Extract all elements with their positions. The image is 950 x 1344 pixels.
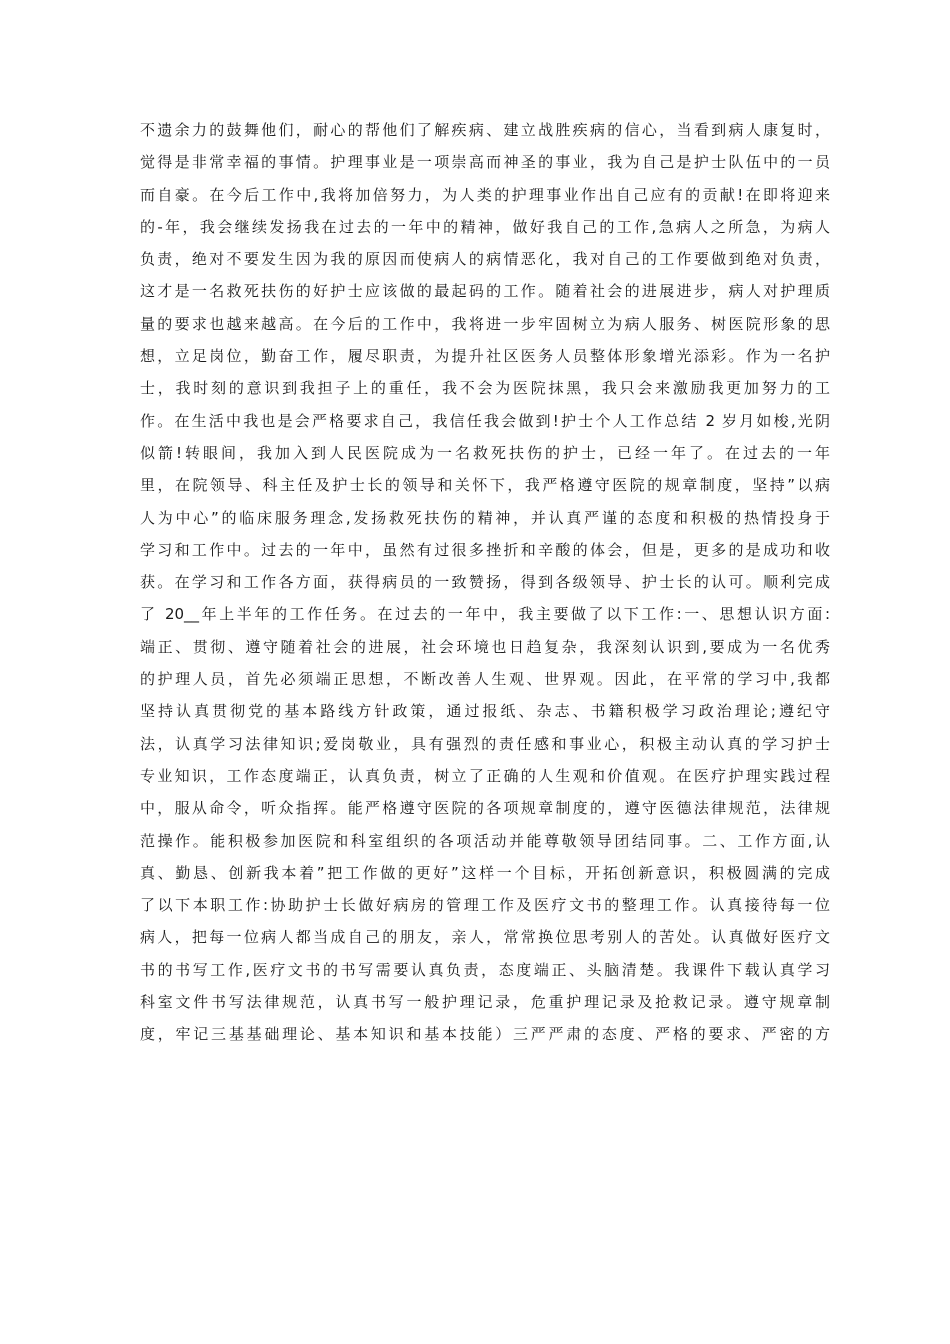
text-line: 这才是一名救死扶伤的好护士应该做的最起码的工作。随着社会的进展进步，病人对护理质 [140,282,830,301]
text-line: 不遗余力的鼓舞他们，耐心的帮他们了解疾病、建立战胜疾病的信心，当看到病人康复时， [140,121,830,139]
text-line: 作。在生活中我也是会严格要求自己，我信任我会做到!护士个人工作总结 2 岁月如梭,光阴 [140,411,830,430]
text-line: 真、勤恳、创新我本着”把工作做的更好”这样一个目标，开拓创新意识，积极圆满的完成 [140,863,830,882]
text-line: 似箭!转眼间，我加入到人民医院成为一名救死扶伤的护士，已经一年了。在过去的一年 [140,443,830,462]
text-line: 的-年，我会继续发扬我在过去的一年中的精神，做好我自己的工作,急病人之所急，为病人 [140,217,830,236]
text-line: 觉得是非常幸福的事情。护理事业是一项崇高而神圣的事业，我为自己是护士队伍中的一员 [140,153,830,172]
text-line: 了 20__年上半年的工作任务。在过去的一年中，我主要做了以下工作:一、思想认识方面: [140,605,830,624]
text-line: 量的要求也越来越高。在今后的工作中，我将进一步牢固树立为病人服务、树医院形象的思 [140,314,830,333]
text-line: 度，牢记三基基础理论、基本知识和基本技能）三严严肃的态度、严格的要求、严密的方 [140,1025,830,1044]
text-line: 里，在院领导、科主任及护士长的领导和关怀下，我严格遵守医院的规章制度，坚持”以病 [140,476,830,495]
text-line: 书的书写工作,医疗文书的书写需要认真负责，态度端正、头脑清楚。我课件下载认真学习 [140,960,830,979]
text-line: 想，立足岗位，勤奋工作，履尽职责，为提升社区医务人员整体形象增光添彩。作为一名护 [140,347,830,366]
text-line: 法，认真学习法律知识;爱岗敬业，具有强烈的责任感和事业心，积极主动认真的学习护士 [140,734,830,753]
text-line: 负责，绝对不要发生因为我的原因而使病人的病情恶化，我对自己的工作要做到绝对负责， [140,250,830,269]
text-line: 的护理人员，首先必须端正思想，不断改善人生观、世界观。因此，在平常的学习中,我都 [140,670,830,689]
text-line: 中，服从命令，听众指挥。能严格遵守医院的各项规章制度的，遵守医德法律规范，法律规 [140,799,830,818]
text-line: 士，我时刻的意识到我担子上的重任，我不会为医院抹黑，我只会来激励我更加努力的工 [140,379,830,398]
text-line: 专业知识，工作态度端正，认真负责，树立了正确的人生观和价值观。在医疗护理实践过程 [140,766,830,785]
text-line: 而自豪。在今后工作中,我将加倍努力，为人类的护理事业作出自己应有的贡献!在即将迎来 [140,185,830,204]
text-line: 人为中心”的临床服务理念,发扬救死扶伤的精神，并认真严谨的态度和积极的热情投身于 [140,508,830,527]
text-line: 了以下本职工作:协助护士长做好病房的管理工作及医疗文书的整理工作。认真接待每一位 [140,896,830,915]
body-text [140,114,830,1051]
text-line: 学习和工作中。过去的一年中，虽然有过很多挫折和辛酸的体会，但是，更多的是成功和收 [140,540,830,559]
text-line: 科室文件书写法律规范，认真书写一般护理记录，危重护理记录及抢救记录。遵守规章制 [140,993,830,1012]
text-line: 病人，把每一位病人都当成自己的朋友，亲人，常常换位思考别人的苦处。认真做好医疗文 [140,928,830,947]
text-line: 坚持认真贯彻党的基本路线方针政策，通过报纸、杂志、书籍积极学习政治理论;遵纪守 [140,702,830,721]
text-line: 获。在学习和工作各方面，获得病员的一致赞扬，得到各级领导、护士长的认可。顺利完成 [140,573,830,592]
text-line: 范操作。能积极参加医院和科室组织的各项活动并能尊敬领导团结同事。二、工作方面,认 [140,831,830,850]
text-line: 端正、贯彻、遵守随着社会的进展，社会环境也日趋复杂，我深刻认识到,要成为一名优秀 [140,637,830,656]
